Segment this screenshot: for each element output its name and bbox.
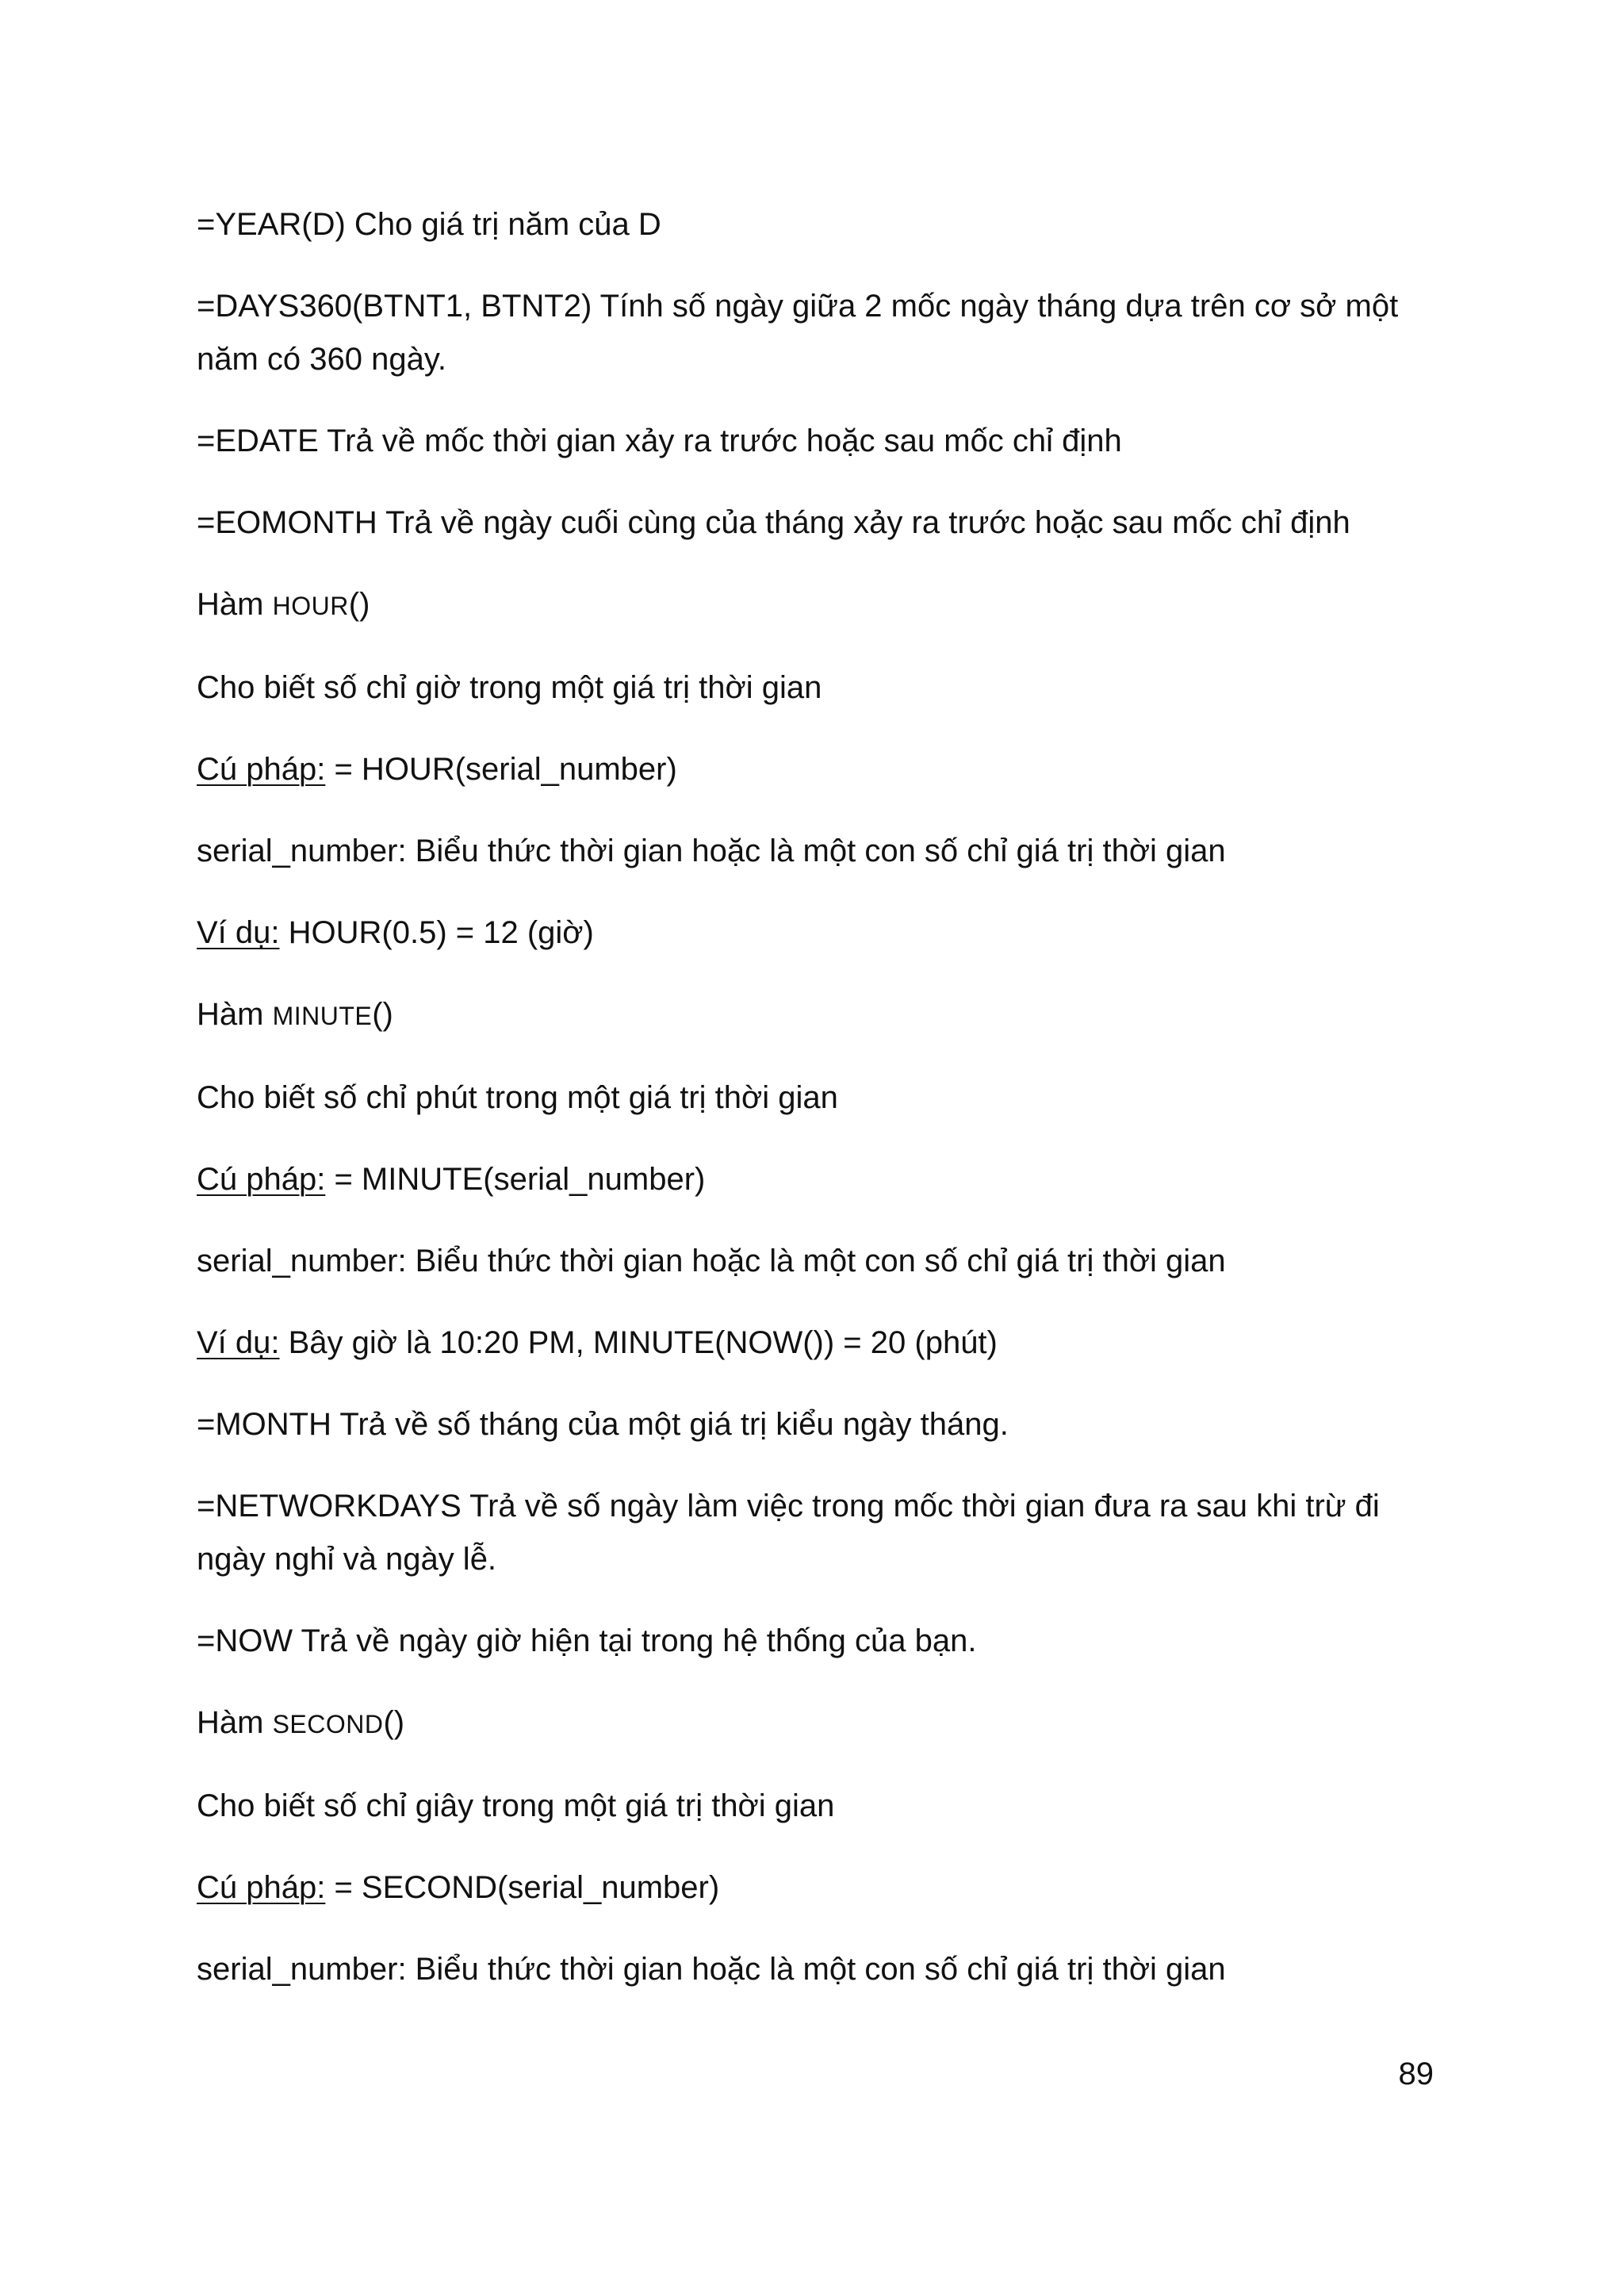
hour-example-label: Ví dụ: bbox=[197, 915, 280, 950]
month-function-line: =MONTH Trả về số tháng của một giá trị kiểu ngày tháng. bbox=[197, 1407, 1009, 1442]
second-heading-suffix: () bbox=[383, 1705, 405, 1740]
hour-heading-fn: HOUR bbox=[272, 592, 349, 620]
minute-syntax-label: Cú pháp: bbox=[197, 1162, 326, 1197]
hour-example bbox=[197, 907, 1442, 960]
days360-function-line: =DAYS360(BTNT1, BTNT2) Tính số ngày giữa 2 mốc ngày tháng dựa trên cơ sở một năm có 360 ngày. bbox=[197, 289, 1399, 377]
hour-heading bbox=[197, 578, 1442, 633]
hour-syntax bbox=[197, 743, 1442, 796]
eomonth-function-line: =EOMONTH Trả về ngày cuối cùng của tháng xảy ra trước hoặc sau mốc chỉ định bbox=[197, 505, 1350, 540]
minute-description: Cho biết số chỉ phút trong một giá trị thời gian bbox=[197, 1080, 838, 1115]
second-syntax-label: Cú pháp: bbox=[197, 1870, 326, 1905]
page-number: 89 bbox=[1398, 2056, 1434, 2091]
hour-syntax-value: = HOUR(serial_number) bbox=[325, 752, 677, 787]
minute-heading-fn: MINUTE bbox=[272, 1002, 373, 1030]
second-heading-prefix: Hàm bbox=[197, 1705, 273, 1740]
second-syntax-value: = SECOND(serial_number) bbox=[325, 1870, 720, 1905]
minute-example-label: Ví dụ: bbox=[197, 1325, 280, 1360]
minute-heading-suffix: () bbox=[372, 997, 393, 1032]
second-description: Cho biết số chỉ giây trong một giá trị thời gian bbox=[197, 1788, 835, 1823]
minute-syntax-value: = MINUTE(serial_number) bbox=[325, 1162, 706, 1197]
hour-heading-prefix: Hàm bbox=[197, 587, 273, 622]
minute-heading bbox=[197, 988, 1442, 1043]
edate-function-line: =EDATE Trả về mốc thời gian xảy ra trước hoặc sau mốc chỉ định bbox=[197, 424, 1122, 458]
page-content bbox=[197, 198, 1442, 2025]
minute-syntax bbox=[197, 1153, 1442, 1206]
second-heading bbox=[197, 1696, 1442, 1751]
minute-heading-prefix: Hàm bbox=[197, 997, 273, 1032]
hour-description: Cho biết số chỉ giờ trong một giá trị thời gian bbox=[197, 670, 822, 705]
hour-param: serial_number: Biểu thức thời gian hoặc là một con số chỉ giá trị thời gian bbox=[197, 834, 1226, 868]
second-param: serial_number: Biểu thức thời gian hoặc là một con số chỉ giá trị thời gian bbox=[197, 1952, 1226, 1987]
second-heading-fn: SECOND bbox=[272, 1710, 384, 1738]
now-function-line: =NOW Trả về ngày giờ hiện tại trong hệ thống của bạn. bbox=[197, 1623, 977, 1658]
year-function-line: =YEAR(D) Cho giá trị năm của D bbox=[197, 207, 661, 242]
minute-example bbox=[197, 1317, 1442, 1370]
second-syntax bbox=[197, 1861, 1442, 1915]
hour-example-value: HOUR(0.5) = 12 (giờ) bbox=[279, 915, 594, 950]
hour-heading-suffix: () bbox=[348, 587, 370, 622]
minute-example-value: Bây giờ là 10:20 PM, MINUTE(NOW()) = 20 (phút) bbox=[279, 1325, 998, 1360]
hour-syntax-label: Cú pháp: bbox=[197, 752, 326, 787]
minute-param: serial_number: Biểu thức thời gian hoặc là một con số chỉ giá trị thời gian bbox=[197, 1244, 1226, 1278]
networkdays-function-line: =NETWORKDAYS Trả về số ngày làm việc trong mốc thời gian đưa ra sau khi trừ đi ngày nghỉ và ngày lễ. bbox=[197, 1489, 1380, 1577]
